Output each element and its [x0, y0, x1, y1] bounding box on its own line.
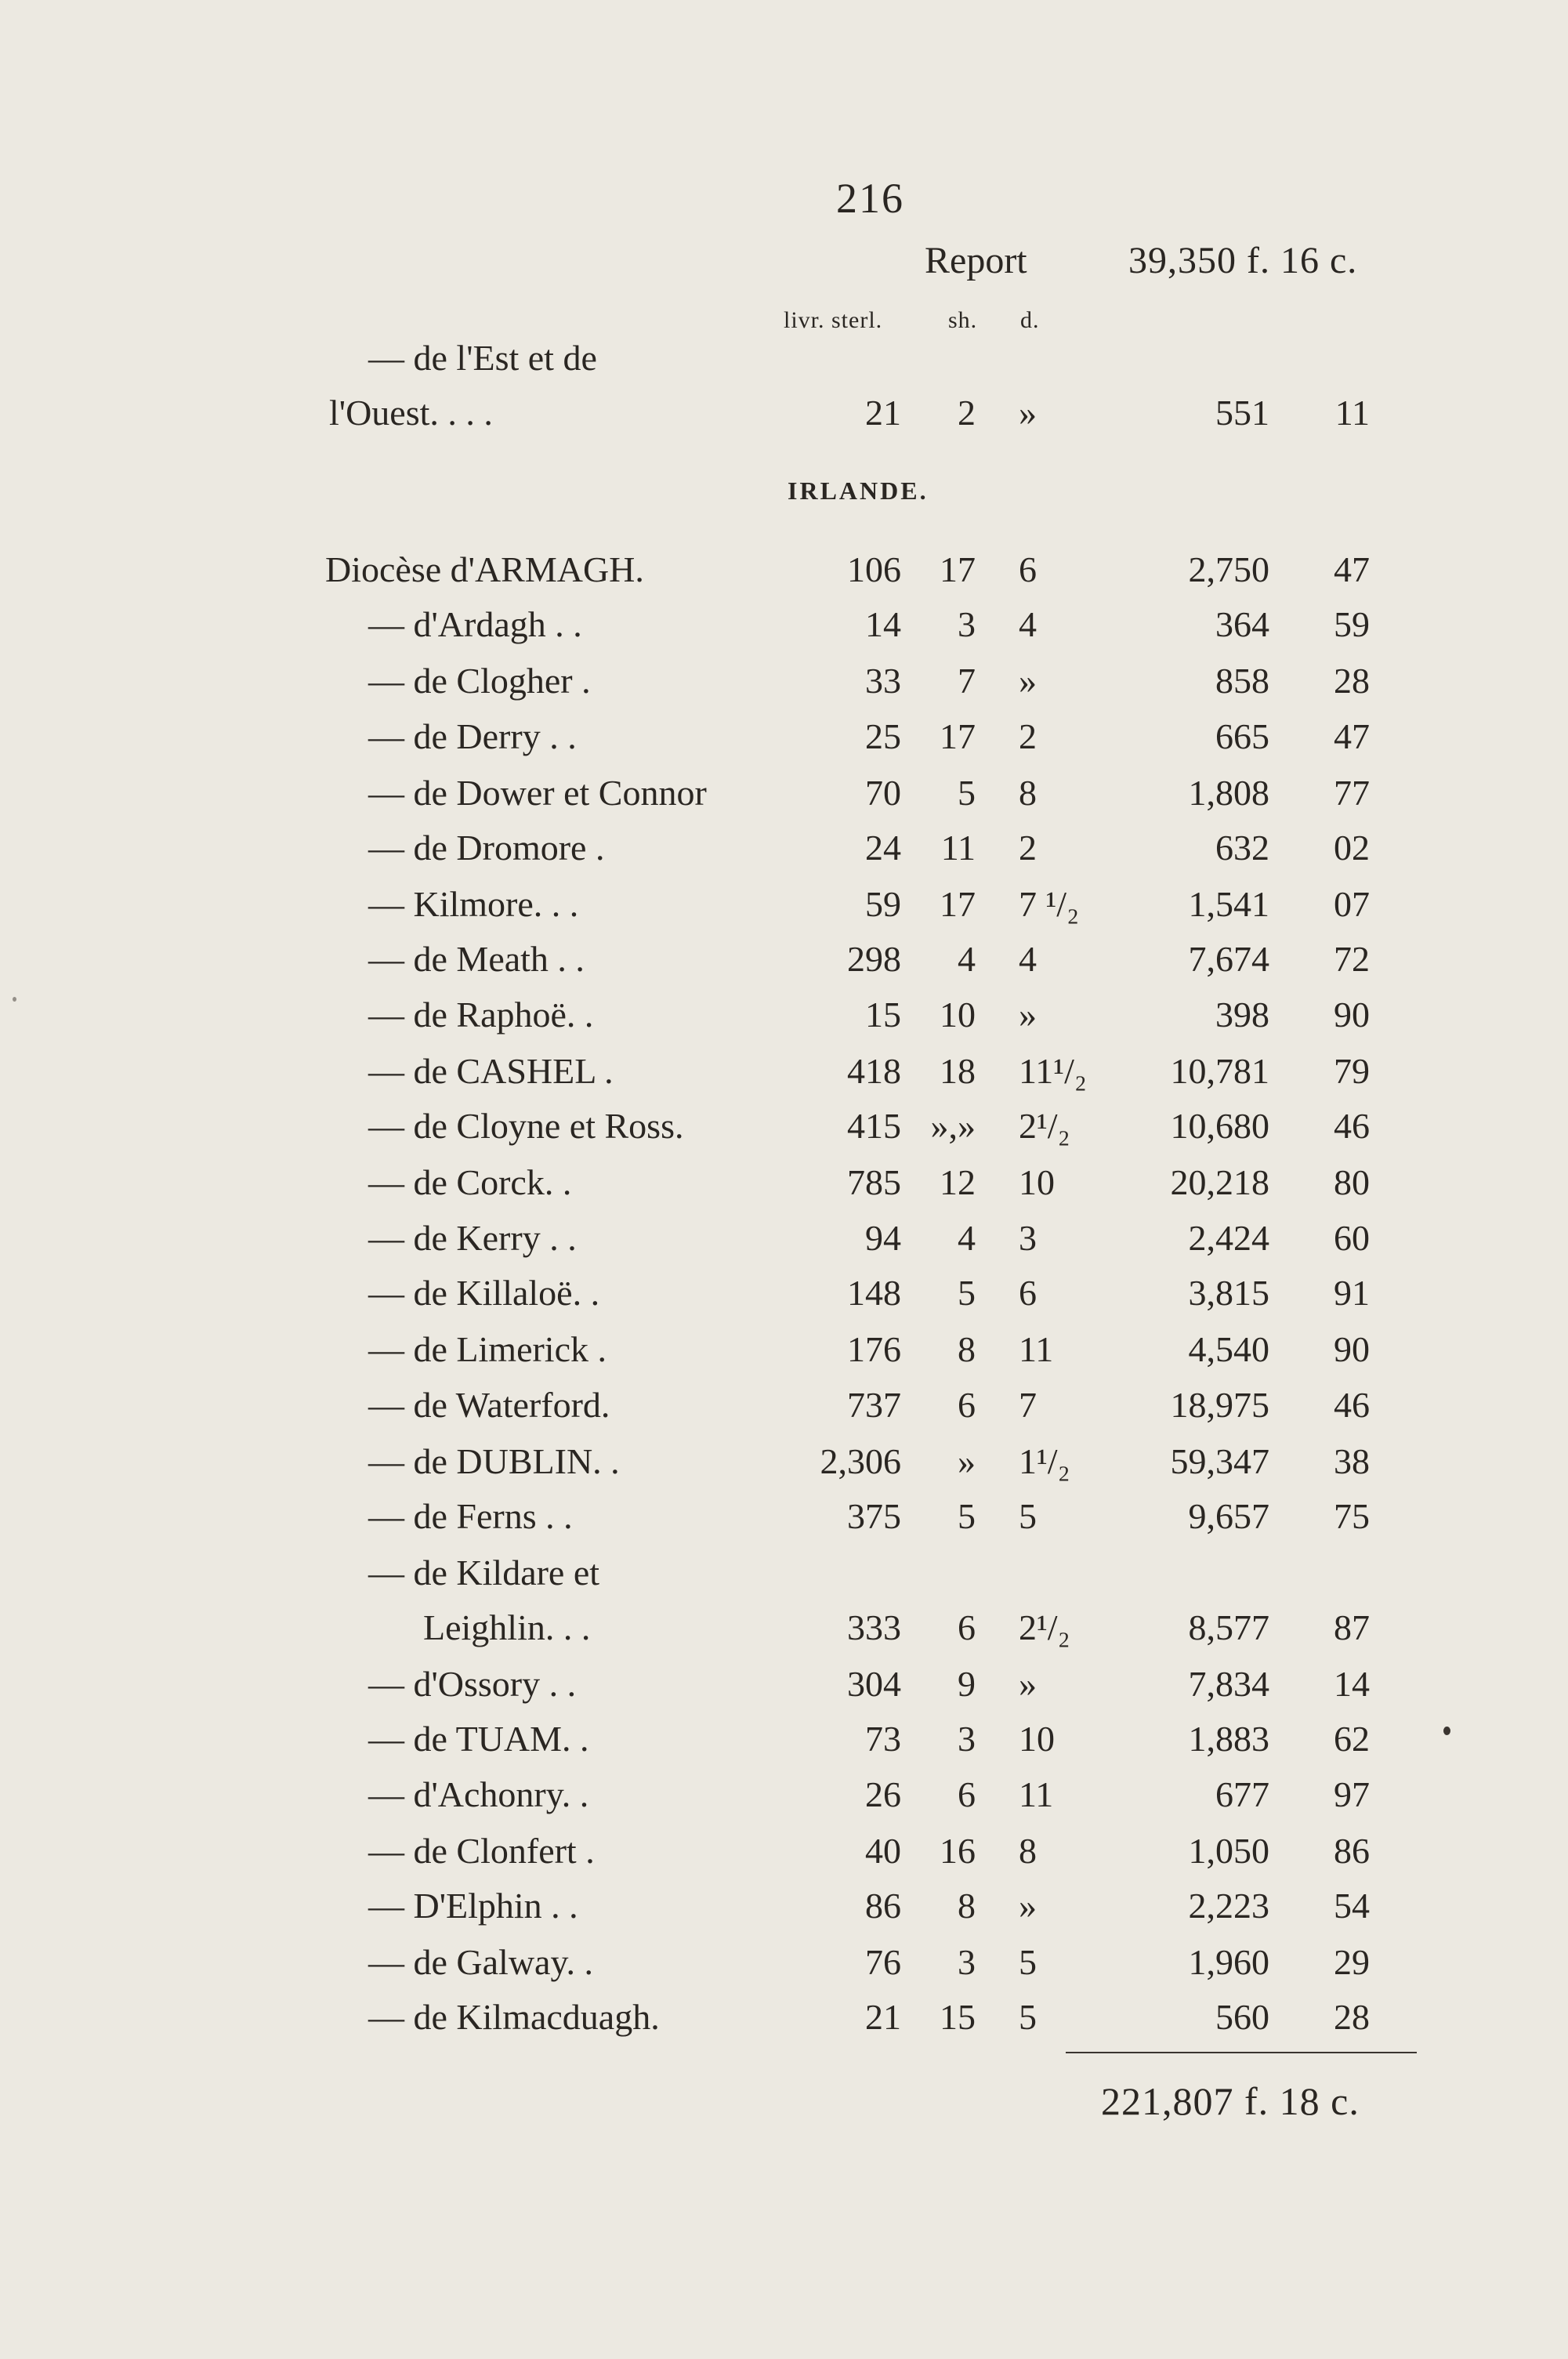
- cell-francs: 7,834: [1188, 1664, 1269, 1704]
- cell-centimes: 72: [1334, 939, 1370, 979]
- cell-deniers: »: [1019, 393, 1037, 433]
- cell-diocese-name: — de Meath . .: [368, 939, 585, 979]
- ink-speck: [13, 997, 16, 1002]
- cell-shillings: 7: [958, 661, 976, 701]
- cell-centimes: 47: [1334, 716, 1370, 756]
- cell-deniers: 3: [1019, 1218, 1037, 1258]
- cell-diocese-name: l'Ouest. . . .: [329, 393, 493, 433]
- cell-francs: 59,347: [1170, 1441, 1269, 1481]
- cell-livres: 14: [865, 604, 901, 644]
- cell-centimes: 79: [1334, 1051, 1370, 1091]
- cell-livres: 21: [865, 393, 901, 433]
- cell-centimes: 28: [1334, 1997, 1370, 2037]
- cell-centimes: 97: [1334, 1774, 1370, 1814]
- cell-shillings: 12: [940, 1162, 976, 1202]
- cell-centimes: 60: [1334, 1218, 1370, 1258]
- cell-diocese-name: — Kilmore. . .: [368, 884, 579, 924]
- cell-francs: 8,577: [1188, 1607, 1269, 1647]
- cell-shillings: 18: [940, 1051, 976, 1091]
- cell-shillings: 5: [958, 1273, 976, 1313]
- cell-francs: 1,050: [1188, 1831, 1269, 1871]
- cell-livres: 24: [865, 828, 901, 868]
- cell-deniers: 2: [1019, 716, 1037, 756]
- cell-shillings: »: [958, 1441, 976, 1481]
- cell-shillings: 9: [958, 1664, 976, 1704]
- cell-francs: 665: [1215, 716, 1269, 756]
- cell-shillings: 11: [940, 828, 976, 868]
- cell-deniers: 10: [1019, 1719, 1055, 1759]
- cell-livres: 415: [847, 1106, 901, 1146]
- cell-centimes: 59: [1334, 604, 1370, 644]
- cell-francs: 2,750: [1188, 549, 1269, 589]
- cell-francs: 1,541: [1188, 884, 1269, 924]
- cell-livres: 86: [865, 1886, 901, 1926]
- cell-diocese-name: — de Derry . .: [368, 716, 577, 756]
- cell-shillings: 17: [940, 884, 976, 924]
- cell-shillings: 3: [958, 604, 976, 644]
- cell-deniers: 2¹/₂: [1019, 1607, 1070, 1647]
- cell-livres: 26: [865, 1774, 901, 1814]
- cell-livres: 70: [865, 773, 901, 813]
- cell-centimes: 07: [1334, 884, 1370, 924]
- cell-deniers: 10: [1019, 1162, 1055, 1202]
- cell-francs: 1,808: [1188, 773, 1269, 813]
- cell-diocese-name: — D'Elphin . .: [368, 1886, 578, 1926]
- cell-francs: 1,960: [1188, 1942, 1269, 1982]
- cell-deniers: 6: [1019, 549, 1037, 589]
- cell-centimes: 46: [1334, 1385, 1370, 1425]
- cell-deniers: 4: [1019, 604, 1037, 644]
- cell-deniers: 4: [1019, 939, 1037, 979]
- cell-diocese-name: — de Dower et Connor: [368, 773, 707, 813]
- cell-deniers: 5: [1019, 1997, 1037, 2037]
- cell-diocese-name: — de Limerick .: [368, 1329, 607, 1369]
- cell-diocese-name: — de Galway. .: [368, 1942, 593, 1982]
- cell-shillings: 8: [958, 1886, 976, 1926]
- cell-shillings: 5: [958, 1496, 976, 1536]
- ink-speck: [1443, 1727, 1450, 1735]
- cell-centimes: 86: [1334, 1831, 1370, 1871]
- cell-centimes: 62: [1334, 1719, 1370, 1759]
- section-title: IRLANDE.: [788, 477, 929, 505]
- cell-deniers: »: [1019, 661, 1037, 701]
- cell-shillings: 6: [958, 1607, 976, 1647]
- cell-francs: 7,674: [1188, 939, 1269, 979]
- cell-livres: 76: [865, 1942, 901, 1982]
- cell-deniers: »: [1019, 1886, 1037, 1926]
- cell-deniers: 8: [1019, 1831, 1037, 1871]
- cell-deniers: 7: [1019, 1385, 1037, 1425]
- cell-centimes: 29: [1334, 1942, 1370, 1982]
- cell-livres: 375: [847, 1496, 901, 1536]
- cell-shillings: 16: [940, 1831, 976, 1871]
- cell-francs: 560: [1215, 1997, 1269, 2037]
- cell-shillings: 6: [958, 1385, 976, 1425]
- cell-livres: 148: [847, 1273, 901, 1313]
- cell-deniers: 6: [1019, 1273, 1037, 1313]
- cell-centimes: 47: [1334, 549, 1370, 589]
- cell-diocese-name: — d'Ossory . .: [368, 1664, 577, 1704]
- cell-deniers: 2¹/₂: [1019, 1106, 1070, 1146]
- total-rule: [1066, 2052, 1417, 2053]
- cell-shillings: 15: [940, 1997, 976, 2037]
- cell-centimes: 77: [1334, 773, 1370, 813]
- cell-centimes: 46: [1334, 1106, 1370, 1146]
- cell-shillings: 3: [958, 1942, 976, 1982]
- cell-francs: 1,883: [1188, 1719, 1269, 1759]
- cell-diocese-name: Diocèse d'ARMAGH.: [325, 549, 644, 589]
- cell-centimes: 38: [1334, 1441, 1370, 1481]
- cell-livres: 94: [865, 1218, 901, 1258]
- cell-diocese-name: — de Ferns . .: [368, 1496, 573, 1536]
- cell-diocese-name: — de l'Est et de: [368, 338, 597, 378]
- cell-livres: 298: [847, 939, 901, 979]
- cell-diocese-name: — de Kildare et: [368, 1553, 600, 1593]
- grand-total: 221,807 f. 18 c.: [1101, 2079, 1360, 2123]
- cell-livres: 73: [865, 1719, 901, 1759]
- cell-deniers: 2: [1019, 828, 1037, 868]
- cell-diocese-name: — de TUAM. .: [368, 1719, 589, 1759]
- page-number: 216: [836, 175, 904, 222]
- cell-francs: 3,815: [1188, 1273, 1269, 1313]
- cell-livres: 59: [865, 884, 901, 924]
- cell-livres: 21: [865, 1997, 901, 2037]
- cell-diocese-name: — de Clonfert .: [368, 1831, 595, 1871]
- cell-centimes: 75: [1334, 1496, 1370, 1536]
- cell-livres: 106: [847, 549, 901, 589]
- cell-diocese-name: — de Kilmacduagh.: [368, 1997, 660, 2037]
- cell-deniers: 7 ¹/₂: [1019, 884, 1080, 924]
- cell-diocese-name: — de Waterford.: [368, 1385, 610, 1425]
- cell-diocese-name: — de Raphoë. .: [368, 995, 594, 1035]
- cell-centimes: 87: [1334, 1607, 1370, 1647]
- cell-shillings: 10: [940, 995, 976, 1035]
- cell-shillings: 8: [958, 1329, 976, 1369]
- cell-livres: 2,306: [820, 1441, 901, 1481]
- cell-livres: 737: [847, 1385, 901, 1425]
- cell-shillings: 17: [940, 549, 976, 589]
- cell-deniers: 5: [1019, 1942, 1037, 1982]
- cell-centimes: 11: [1334, 393, 1370, 433]
- cell-deniers: 1¹/₂: [1019, 1441, 1070, 1481]
- cell-centimes: 90: [1334, 995, 1370, 1035]
- cell-livres: 418: [847, 1051, 901, 1091]
- cell-centimes: 14: [1334, 1664, 1370, 1704]
- cell-centimes: 90: [1334, 1329, 1370, 1369]
- cell-livres: 333: [847, 1607, 901, 1647]
- cell-diocese-name: — de Killaloë. .: [368, 1273, 600, 1313]
- cell-centimes: 28: [1334, 661, 1370, 701]
- cell-francs: 364: [1215, 604, 1269, 644]
- cell-centimes: 54: [1334, 1886, 1370, 1926]
- cell-livres: 40: [865, 1831, 901, 1871]
- cell-deniers: 8: [1019, 773, 1037, 813]
- cell-francs: 18,975: [1170, 1385, 1269, 1425]
- cell-livres: 304: [847, 1664, 901, 1704]
- cell-livres: 15: [865, 995, 901, 1035]
- cell-diocese-name: — de Clogher .: [368, 661, 591, 701]
- cell-diocese-name: Leighlin. . .: [423, 1607, 591, 1647]
- cell-deniers: 11: [1019, 1329, 1054, 1369]
- cell-francs: 20,218: [1170, 1162, 1269, 1202]
- cell-francs: 4,540: [1188, 1329, 1269, 1369]
- cell-francs: 632: [1215, 828, 1269, 868]
- cell-deniers: »: [1019, 995, 1037, 1035]
- cell-francs: 551: [1215, 393, 1269, 433]
- cell-shillings: 4: [958, 1218, 976, 1258]
- cell-deniers: »: [1019, 1664, 1037, 1704]
- column-header-shillings: sh.: [948, 307, 978, 333]
- cell-francs: 2,223: [1188, 1886, 1269, 1926]
- cell-shillings: 4: [958, 939, 976, 979]
- cell-francs: 858: [1215, 661, 1269, 701]
- cell-livres: 785: [847, 1162, 901, 1202]
- cell-livres: 176: [847, 1329, 901, 1369]
- cell-livres: 33: [865, 661, 901, 701]
- cell-deniers: 11¹/₂: [1019, 1051, 1087, 1091]
- cell-francs: 2,424: [1188, 1218, 1269, 1258]
- report-amount: 39,350 f. 16 c.: [1128, 240, 1358, 281]
- cell-francs: 10,680: [1170, 1106, 1269, 1146]
- cell-francs: 9,657: [1188, 1496, 1269, 1536]
- cell-shillings: 17: [940, 716, 976, 756]
- cell-centimes: 80: [1334, 1162, 1370, 1202]
- cell-francs: 677: [1215, 1774, 1269, 1814]
- cell-shillings: 3: [958, 1719, 976, 1759]
- cell-shillings: 2: [958, 393, 976, 433]
- cell-diocese-name: — de Kerry . .: [368, 1218, 577, 1258]
- cell-deniers: 5: [1019, 1496, 1037, 1536]
- report-label: Report: [925, 240, 1027, 281]
- cell-centimes: 91: [1334, 1273, 1370, 1313]
- cell-livres: 25: [865, 716, 901, 756]
- cell-deniers: 11: [1019, 1774, 1054, 1814]
- cell-diocese-name: — de DUBLIN. .: [368, 1441, 620, 1481]
- cell-shillings: 5: [958, 773, 976, 813]
- cell-francs: 398: [1215, 995, 1269, 1035]
- cell-diocese-name: — de Corck. .: [368, 1162, 572, 1202]
- cell-diocese-name: — d'Ardagh . .: [368, 604, 582, 644]
- cell-shillings: »,»: [930, 1106, 976, 1146]
- cell-centimes: 02: [1334, 828, 1370, 868]
- column-header-livres: livr. sterl.: [784, 307, 883, 333]
- cell-shillings: 6: [958, 1774, 976, 1814]
- column-header-deniers: d.: [1020, 307, 1040, 333]
- cell-diocese-name: — d'Achonry. .: [368, 1774, 589, 1814]
- cell-diocese-name: — de Cloyne et Ross.: [368, 1106, 684, 1146]
- cell-francs: 10,781: [1170, 1051, 1269, 1091]
- cell-diocese-name: — de Dromore .: [368, 828, 605, 868]
- cell-diocese-name: — de CASHEL .: [368, 1051, 614, 1091]
